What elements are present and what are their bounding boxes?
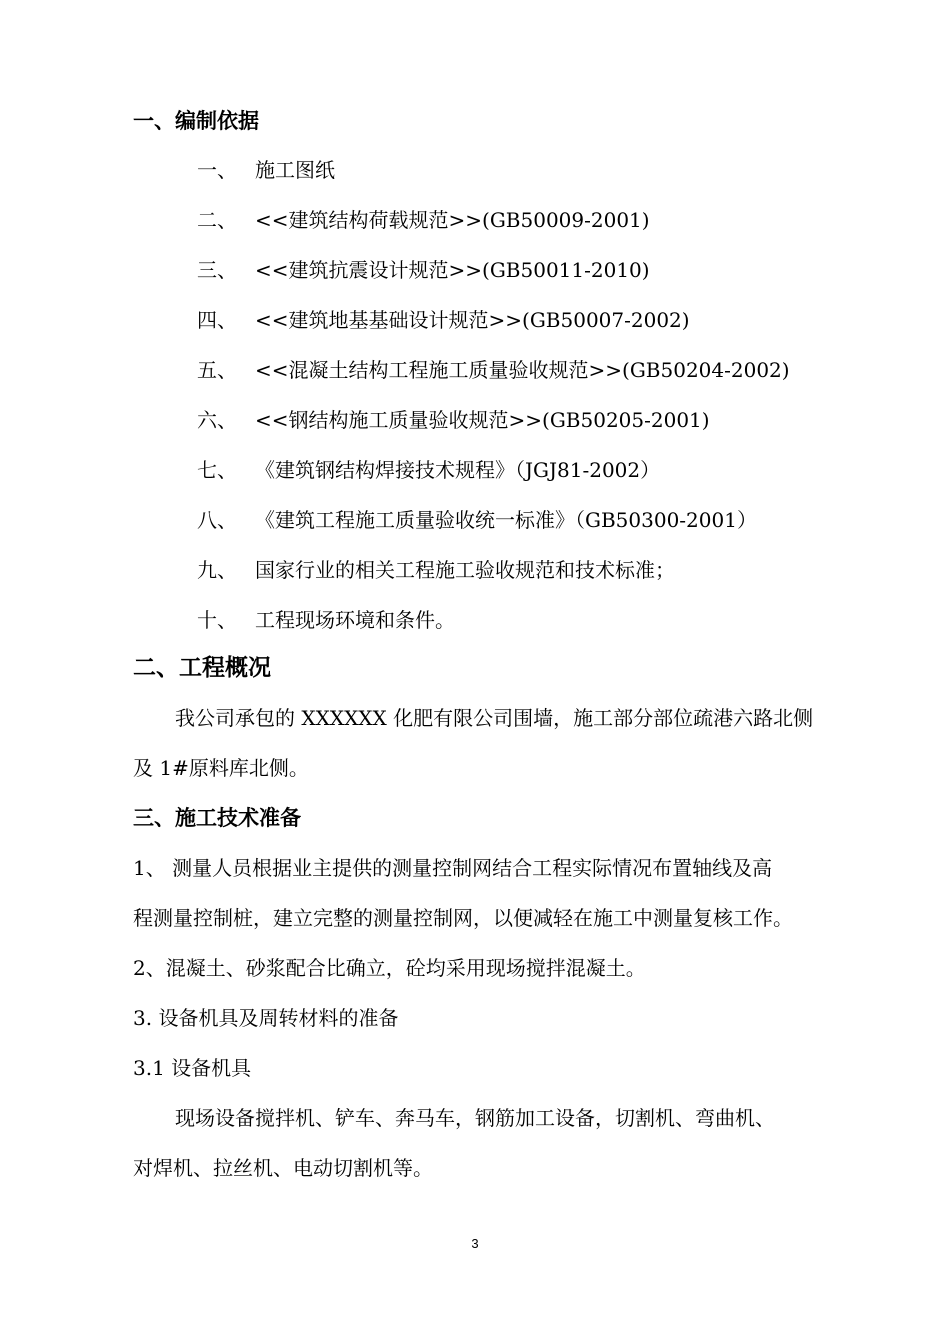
list-item-text: 施工图纸 (255, 158, 335, 182)
list-item-text: <<混凝土结构工程施工质量验收规范>>(GB50204-2002) (255, 358, 790, 382)
overview-paragraph-line-2: 及 1#原料库北侧。 (133, 756, 309, 780)
prep-item-3: 3. 设备机具及周转材料的准备 (133, 1006, 399, 1030)
section-3-heading: 三、施工技术准备 (133, 806, 301, 830)
prep-item-1-line-1: 1、 测量人员根据业主提供的测量控制网结合工程实际情况布置轴线及高 (133, 856, 773, 880)
list-item (197, 255, 650, 285)
list-item-text: 国家行业的相关工程施工验收规范和技术标准； (255, 558, 675, 582)
section-1-heading: 一、编制依据 (133, 109, 259, 133)
overview-paragraph-line-1: 我公司承包的 XXXXXX 化肥有限公司围墙，施工部分部位疏港六路北侧 (175, 706, 814, 730)
list-item (197, 605, 455, 635)
list-item-number: 一、 (197, 158, 237, 182)
list-item-text: 工程现场环境和条件。 (255, 608, 455, 632)
section-2-heading: 二、工程概况 (133, 655, 271, 681)
list-item-number: 八、 (197, 508, 237, 532)
list-item-text: <<建筑结构荷载规范>>(GB50009-2001) (255, 208, 650, 232)
list-item (197, 205, 650, 235)
equipment-paragraph-line-1: 现场设备搅拌机、铲车、奔马车，钢筋加工设备，切割机、弯曲机、 (175, 1106, 775, 1130)
list-item-text: <<建筑抗震设计规范>>(GB50011-2010) (255, 258, 650, 282)
list-item-number: 五、 (197, 358, 237, 382)
list-item-number: 十、 (197, 608, 237, 632)
list-item (197, 555, 675, 585)
prep-item-2: 2、混凝土、砂浆配合比确立，砼均采用现场搅拌混凝土。 (133, 956, 646, 980)
list-item-text: <<建筑地基基础设计规范>>(GB50007-2002) (255, 308, 690, 332)
list-item-text: <<钢结构施工质量验收规范>>(GB50205-2001) (255, 408, 710, 432)
list-item-number: 七、 (197, 458, 237, 482)
list-item-number: 六、 (197, 408, 237, 432)
list-item (197, 305, 690, 335)
prep-item-1-line-2: 程测量控制桩，建立完整的测量控制网，以便减轻在施工中测量复核工作。 (133, 906, 793, 930)
list-item-text: 《建筑钢结构焊接技术规程》（JGJ81-2002） (255, 458, 661, 482)
list-item (197, 355, 790, 385)
list-item (197, 405, 710, 435)
list-item (197, 455, 660, 485)
page-number: 3 (471, 1236, 479, 1251)
list-item-number: 九、 (197, 558, 237, 582)
list-item-text: 《建筑工程施工质量验收统一标准》（GB50300-2001） (255, 508, 757, 532)
prep-item-3-1: 3.1 设备机具 (133, 1056, 252, 1080)
list-item (197, 505, 757, 535)
list-item-number: 四、 (197, 308, 237, 332)
equipment-paragraph-line-2: 对焊机、拉丝机、电动切割机等。 (133, 1156, 433, 1180)
list-item (197, 155, 335, 185)
list-item-number: 二、 (197, 208, 237, 232)
list-item-number: 三、 (197, 258, 237, 282)
